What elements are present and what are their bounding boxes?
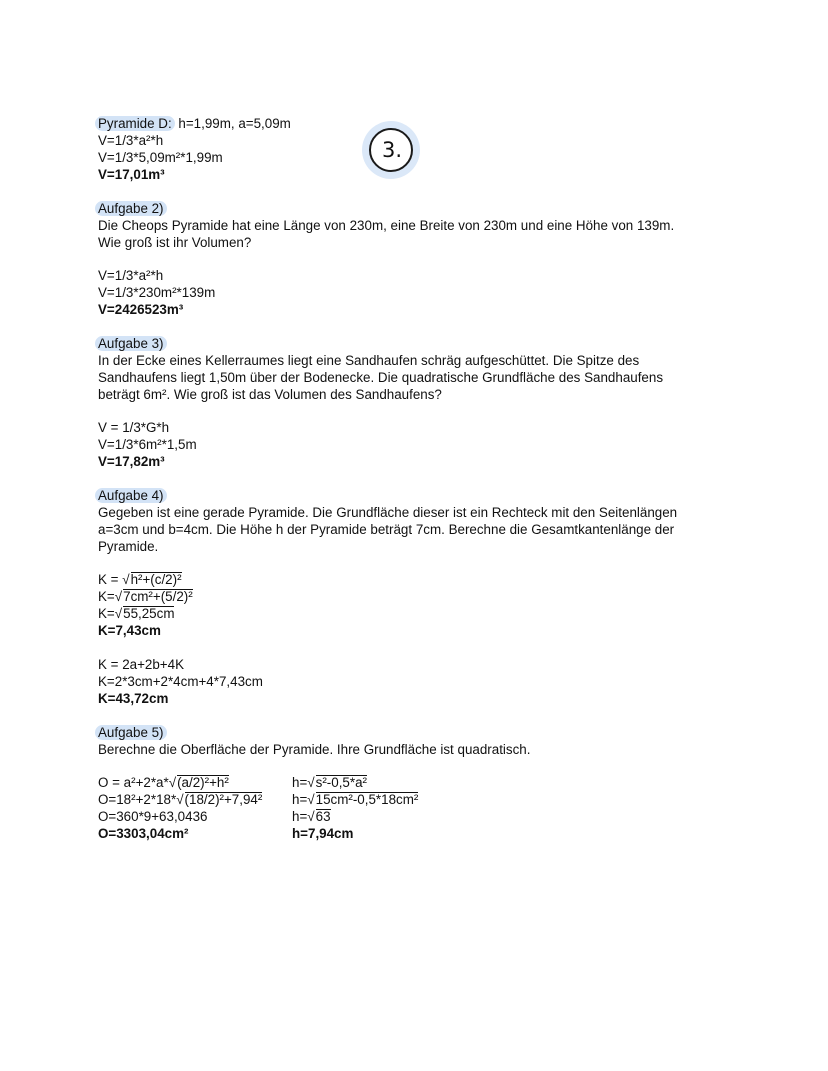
aufgabe-3-label: Aufgabe 3) [95, 336, 167, 351]
formula-line: V=1/3*5,09m²*1,99m [98, 150, 223, 165]
result-line: K=7,43cm [98, 623, 161, 638]
sqrt-radicand: 55,25cm [123, 606, 175, 621]
page-number-badge [362, 121, 420, 179]
formula-line [292, 808, 331, 825]
formula-line [98, 588, 193, 605]
formula-line [98, 791, 262, 808]
formula-line [98, 571, 182, 588]
aufgabe-2-heading [98, 200, 167, 217]
sqrt-sign: √ [307, 809, 315, 824]
formula-line: V=1/3*a²*h [98, 133, 164, 148]
formula-line [292, 774, 367, 791]
sqrt-radicand: h²+(c/2)² [130, 572, 182, 587]
sqrt-radicand: 15cm²-0,5*18cm² [315, 792, 419, 807]
formula-line: V=1/3*a²*h [98, 268, 164, 283]
formula-line: O=360*9+63,0436 [98, 809, 208, 824]
aufgabe-4-heading [98, 487, 167, 504]
result-line: K=43,72cm [98, 691, 169, 706]
result-line: V=2426523m³ [98, 302, 184, 317]
task-text-line: a=3cm und b=4cm. Die Höhe h der Pyramide beträgt 7cm. Berechne die Gesamtkantenlänge der [98, 522, 675, 537]
result-line: V=17,01m³ [98, 167, 165, 182]
task-text-line: Berechne die Oberfläche der Pyramide. Ihre Grundfläche ist quadratisch. [98, 742, 531, 757]
formula-prefix: O=18²+2*18* [98, 792, 177, 807]
formula-line [98, 605, 174, 622]
pyramide-d-label: Pyramide D: [95, 116, 175, 131]
sqrt-sign: √ [307, 775, 315, 790]
formula-line: V=1/3*6m²*1,5m [98, 437, 197, 452]
formula-line [292, 791, 418, 808]
formula-prefix: K= [98, 606, 115, 621]
aufgabe-5-label: Aufgabe 5) [95, 725, 167, 740]
page-number: 3. [381, 138, 403, 162]
task-text-line: Die Cheops Pyramide hat eine Länge von 230m, eine Breite von 230m und eine Höhe von 139m. [98, 218, 675, 233]
formula-prefix: h= [292, 775, 308, 790]
sqrt-radicand: 7cm²+(5/2)² [123, 589, 193, 604]
task-text-line: Wie groß ist ihr Volumen? [98, 235, 252, 250]
formula-prefix: K= [98, 589, 115, 604]
sqrt-sign: √ [122, 572, 130, 587]
sqrt-sign: √ [114, 589, 123, 604]
task-text-line: In der Ecke eines Kellerraumes liegt eine Sandhaufen schräg aufgeschüttet. Die Spitze des [98, 353, 640, 368]
sqrt-sign: √ [307, 792, 315, 807]
aufgabe-5-heading [98, 724, 167, 741]
page-number-circle [369, 128, 413, 172]
aufgabe-3-heading [98, 335, 167, 352]
sqrt-radicand: 63 [315, 809, 331, 824]
sqrt-sign: √ [114, 606, 123, 621]
formula-line: V = 1/3*G*h [98, 420, 170, 435]
sqrt-sign: √ [168, 775, 177, 790]
sqrt-sign: √ [176, 792, 184, 807]
formula-prefix: h= [292, 792, 308, 807]
formula-line: V=1/3*230m²*139m [98, 285, 216, 300]
sqrt-radicand: s²-0,5*a² [315, 775, 367, 790]
aufgabe-4-label: Aufgabe 4) [95, 488, 167, 503]
task-text-line: beträgt 6m². Wie groß ist das Volumen des Sandhaufens? [98, 387, 442, 402]
aufgabe-2-label: Aufgabe 2) [95, 201, 167, 216]
formula-line: K = 2a+2b+4K [98, 657, 184, 672]
result-line: h=7,94cm [292, 826, 354, 841]
task-text-line: Gegeben ist eine gerade Pyramide. Die Grundfläche dieser ist ein Rechteck mit den Seitenlängen [98, 505, 678, 520]
sqrt-radicand: (18/2)²+7,94² [184, 792, 263, 807]
formula-prefix: O = a²+2*a* [98, 775, 169, 790]
task-text-line: Pyramide. [98, 539, 159, 554]
pyramide-d-heading [98, 115, 291, 132]
task-text-line: Sandhaufens liegt 1,50m über der Bodenecke. Die quadratische Grundfläche des Sandhaufens [98, 370, 664, 385]
sqrt-radicand: (a/2)²+h² [177, 775, 229, 790]
result-line: O=3303,04cm² [98, 826, 189, 841]
pyramide-d-given: h=1,99m, a=5,09m [174, 116, 291, 131]
formula-line [98, 774, 229, 791]
formula-prefix: K = [98, 572, 123, 587]
formula-line: K=2*3cm+2*4cm+4*7,43cm [98, 674, 263, 689]
result-line: V=17,82m³ [98, 454, 165, 469]
formula-prefix: h= [292, 809, 308, 824]
